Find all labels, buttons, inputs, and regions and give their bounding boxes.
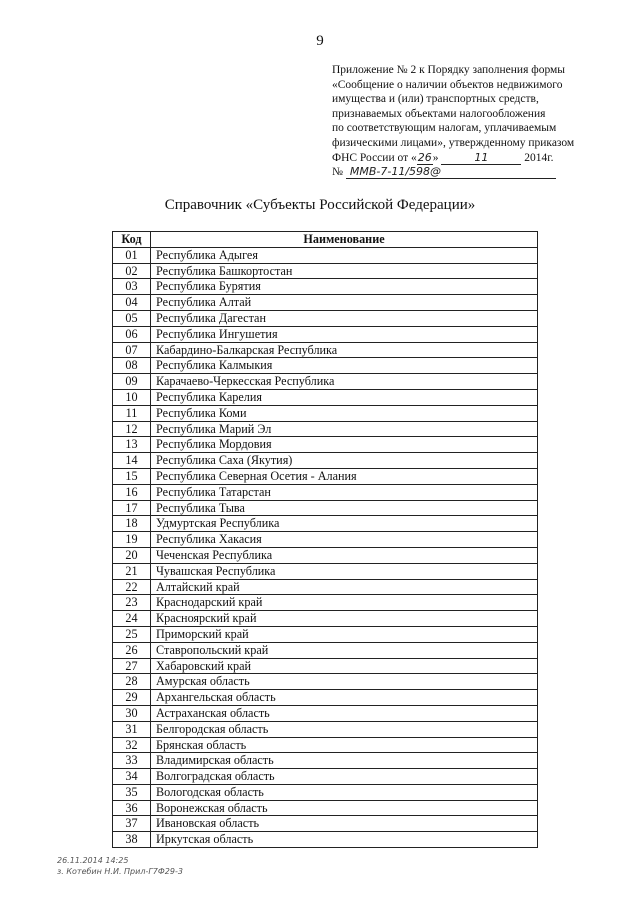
table-row — [113, 279, 538, 295]
table-row — [113, 816, 538, 832]
subject-name: Республика Карелия — [151, 389, 538, 405]
table-row — [113, 690, 538, 706]
appendix-line: имущества и (или) транспортных средств, — [332, 93, 539, 106]
table-row — [113, 532, 538, 548]
subject-name: Удмуртская Республика — [151, 516, 538, 532]
subject-name: Владимирская область — [151, 753, 538, 769]
subject-name: Астраханская область — [151, 705, 538, 721]
subject-name: Карачаево-Черкесская Республика — [151, 374, 538, 390]
subject-name: Республика Башкортостан — [151, 263, 538, 279]
subject-name: Приморский край — [151, 626, 538, 642]
subject-name: Ивановская область — [151, 816, 538, 832]
subject-code: 23 — [113, 595, 151, 611]
table-row — [113, 516, 538, 532]
order-date-mid: » — [432, 151, 439, 164]
subject-name: Краснодарский край — [151, 595, 538, 611]
table-row — [113, 674, 538, 690]
table-row — [113, 784, 538, 800]
subject-code: 18 — [113, 516, 151, 532]
subject-code: 36 — [113, 800, 151, 816]
subject-code: 13 — [113, 437, 151, 453]
table-row — [113, 263, 538, 279]
subject-name: Алтайский край — [151, 579, 538, 595]
order-date-line — [332, 151, 592, 166]
document-title: Справочник «Субъекты Российской Федерации» — [164, 197, 476, 213]
subject-name: Иркутская область — [151, 832, 538, 848]
table-row — [113, 737, 538, 753]
subject-code: 29 — [113, 690, 151, 706]
subject-code: 20 — [113, 547, 151, 563]
subject-name: Брянская область — [151, 737, 538, 753]
subject-code: 01 — [113, 247, 151, 263]
table-row — [113, 832, 538, 848]
table-row — [113, 310, 538, 326]
table-row — [113, 611, 538, 627]
subject-code: 15 — [113, 468, 151, 484]
subject-code: 21 — [113, 563, 151, 579]
subject-code: 30 — [113, 705, 151, 721]
table-row — [113, 579, 538, 595]
subject-name: Республика Адыгея — [151, 247, 538, 263]
page-number: 9 — [316, 33, 324, 49]
subject-name: Республика Ингушетия — [151, 326, 538, 342]
subject-code: 38 — [113, 832, 151, 848]
subject-name: Красноярский край — [151, 611, 538, 627]
table-row — [113, 484, 538, 500]
table-row — [113, 547, 538, 563]
subject-code: 25 — [113, 626, 151, 642]
table-body — [113, 247, 538, 847]
subject-name: Ставропольский край — [151, 642, 538, 658]
table-row — [113, 500, 538, 516]
subject-name: Республика Коми — [151, 405, 538, 421]
subject-name: Чеченская Республика — [151, 547, 538, 563]
table-row — [113, 626, 538, 642]
subject-code: 19 — [113, 532, 151, 548]
subject-name: Республика Марий Эл — [151, 421, 538, 437]
subject-name: Республика Татарстан — [151, 484, 538, 500]
order-date-year: 2014г. — [524, 151, 554, 164]
table-row — [113, 247, 538, 263]
subject-code: 11 — [113, 405, 151, 421]
subject-code: 26 — [113, 642, 151, 658]
subject-code: 33 — [113, 753, 151, 769]
order-date-month: 11 — [441, 151, 521, 165]
table-row — [113, 326, 538, 342]
table-row — [113, 358, 538, 374]
subject-name: Республика Мордовия — [151, 437, 538, 453]
subject-code: 08 — [113, 358, 151, 374]
table-row — [113, 563, 538, 579]
order-number-line — [332, 165, 592, 180]
subject-name: Волгоградская область — [151, 769, 538, 785]
table-row — [113, 468, 538, 484]
table-row — [113, 453, 538, 469]
subject-name: Чувашская Республика — [151, 563, 538, 579]
subject-name: Воронежская область — [151, 800, 538, 816]
footer-line: 26.11.2014 14:25 — [57, 856, 129, 865]
subject-code: 32 — [113, 737, 151, 753]
subject-code: 24 — [113, 611, 151, 627]
footer-line: з. Котебин Н.И. Прил-Г7Ф29-3 — [57, 867, 183, 876]
order-date-day: 26 — [417, 150, 432, 164]
subject-name: Кабардино-Балкарская Республика — [151, 342, 538, 358]
appendix-line: «Сообщение о наличии объектов недвижимого — [332, 78, 563, 91]
subject-code: 07 — [113, 342, 151, 358]
subject-code: 27 — [113, 658, 151, 674]
table-row — [113, 721, 538, 737]
subjects-table — [112, 231, 538, 848]
subject-name: Хабаровский край — [151, 658, 538, 674]
subject-name: Архангельская область — [151, 690, 538, 706]
appendix-line: физическими лицами», утвержденному приказом — [332, 136, 575, 149]
table-row — [113, 642, 538, 658]
table-row — [113, 595, 538, 611]
subject-name: Республика Калмыкия — [151, 358, 538, 374]
subject-code: 34 — [113, 769, 151, 785]
subject-name: Амурская область — [151, 674, 538, 690]
subject-name: Республика Дагестан — [151, 310, 538, 326]
subject-code: 31 — [113, 721, 151, 737]
subject-code: 14 — [113, 453, 151, 469]
table-row — [113, 389, 538, 405]
order-number-value: ММВ-7-11/598@ — [346, 165, 556, 179]
subject-code: 12 — [113, 421, 151, 437]
subject-code: 06 — [113, 326, 151, 342]
subject-name: Вологодская область — [151, 784, 538, 800]
table-row — [113, 405, 538, 421]
appendix-block — [332, 63, 592, 180]
appendix-line: Приложение № 2 к Порядку заполнения формы — [332, 64, 566, 76]
subject-code: 02 — [113, 263, 151, 279]
table-row — [113, 753, 538, 769]
subject-code: 17 — [113, 500, 151, 516]
subject-name: Республика Бурятия — [151, 279, 538, 295]
subject-code: 05 — [113, 310, 151, 326]
table-row — [113, 342, 538, 358]
subject-name: Республика Северная Осетия - Алания — [151, 468, 538, 484]
table-row — [113, 421, 538, 437]
order-date-prefix: ФНС России от « — [332, 151, 417, 164]
subject-code: 35 — [113, 784, 151, 800]
subject-name: Белгородская область — [151, 721, 538, 737]
table-row — [113, 705, 538, 721]
header-name: Наименование — [151, 232, 538, 248]
footer-stamp — [57, 855, 183, 877]
subject-code: 10 — [113, 389, 151, 405]
subject-code: 28 — [113, 674, 151, 690]
table-row — [113, 658, 538, 674]
table-row — [113, 437, 538, 453]
subject-code: 22 — [113, 579, 151, 595]
header-code: Код — [113, 232, 151, 248]
appendix-line: признаваемых объектами налогообложения — [332, 107, 546, 120]
subject-name: Республика Алтай — [151, 295, 538, 311]
subject-code: 04 — [113, 295, 151, 311]
table-row — [113, 769, 538, 785]
table-row — [113, 800, 538, 816]
table-row — [113, 374, 538, 390]
subject-name: Республика Тыва — [151, 500, 538, 516]
subject-name: Республика Саха (Якутия) — [151, 453, 538, 469]
subject-code: 03 — [113, 279, 151, 295]
table-header-row — [113, 232, 538, 248]
subject-code: 09 — [113, 374, 151, 390]
order-number-prefix: № — [332, 166, 343, 179]
subject-name: Республика Хакасия — [151, 532, 538, 548]
subject-code: 37 — [113, 816, 151, 832]
table-row — [113, 295, 538, 311]
subject-code: 16 — [113, 484, 151, 500]
appendix-line: по соответствующим налогам, уплачиваемым — [332, 122, 557, 135]
